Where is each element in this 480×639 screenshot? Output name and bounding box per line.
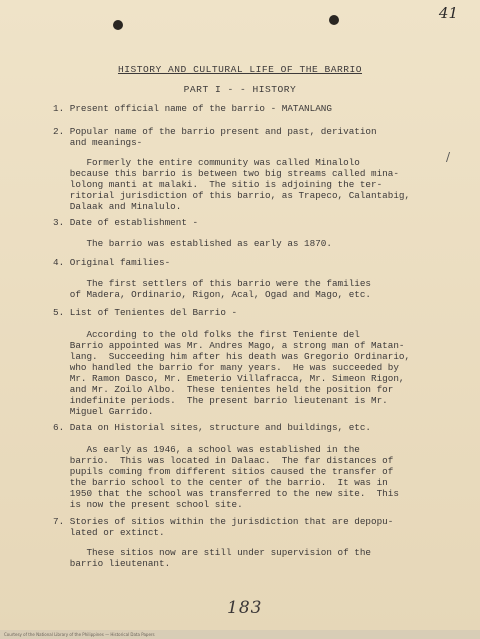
line-15: According to the old folks the first Teniente del (53, 329, 360, 340)
line-8: Dalaak and Minalulo. (53, 201, 182, 212)
line-4: Formerly the entire community was called Minalolo (53, 157, 360, 168)
line-14: 5. List of Tenientes del Barrio - (53, 307, 238, 318)
line-2: 2. Popular name of the barrio present and past, derivation (53, 126, 377, 137)
line-27: the barrio school to the center of the barrio. It was in (53, 477, 388, 488)
page-number-top: 41 (438, 4, 458, 22)
punch-hole-right (329, 15, 339, 25)
line-22: Miguel Garrido. (53, 406, 154, 417)
page-number-bottom: 183 (227, 598, 263, 618)
footer-strip: Courtesy of the National Library of the Philippines — Historical Data Papers (0, 630, 480, 639)
line-3: and meanings- (53, 137, 143, 148)
line-33: barrio lieutenant. (53, 558, 171, 569)
line-20: and Mr. Zoilo Albo. These tenientes held the position for (53, 384, 394, 395)
line-24: As early as 1946, a school was established in the (53, 444, 360, 455)
line-21: indefinite periods. The present barrio lieutenant is Mr. (53, 395, 388, 406)
document-subtitle: PART I - - HISTORY (183, 84, 297, 95)
line-11: 4. Original families- (53, 257, 171, 268)
line-6: lolong manti at malaki. The sitio is adjoining the ter- (53, 179, 383, 190)
line-17: lang. Succeeding him after his death was Gregorio Ordinario, (53, 351, 411, 362)
line-10: The barrio was established as early as 1870. (53, 238, 332, 249)
line-1: 1. Present official name of the barrio - MATANLANG (53, 103, 332, 114)
line-31: lated or extinct. (53, 527, 165, 538)
line-25: barrio. This was located in Dalaac. The far distances of (53, 455, 394, 466)
line-16: Barrio appointed was Mr. Andres Mago, a strong man of Matan- (53, 340, 405, 351)
line-5: because this barrio is between two big streams called mina- (53, 168, 399, 179)
margin-mark: / (445, 150, 450, 164)
line-18: who handled the barrio for many years. He was succeeded by (53, 362, 399, 373)
line-32: These sitios now are still under supervision of the (53, 547, 372, 558)
line-30: 7. Stories of sitios within the jurisdiction that are depopu- (53, 516, 394, 527)
line-12: The first settlers of this barrio were the families (53, 278, 372, 289)
punch-hole-left (113, 20, 123, 30)
line-29: is now the present school site. (53, 499, 243, 510)
document-title: HISTORY AND CULTURAL LIFE OF THE BARRIO (117, 64, 363, 75)
line-26: pupils coming from different sitios caused the transfer of (53, 466, 394, 477)
line-13: of Madera, Ordinario, Rigon, Acal, Ogad and Mago, etc. (53, 289, 372, 300)
line-7: ritorial jurisdiction of this barrio, as Trapeco, Calantabig, (53, 190, 411, 201)
line-23: 6. Data on Historial sites, structure and buildings, etc. (53, 422, 372, 433)
line-19: Mr. Ramon Dasco, Mr. Emeterio Villafracca, Mr. Simeon Rigon, (53, 373, 405, 384)
line-28: 1950 that the school was transferred to the new site. This (53, 488, 399, 499)
line-9: 3. Date of establishment - (53, 217, 199, 228)
